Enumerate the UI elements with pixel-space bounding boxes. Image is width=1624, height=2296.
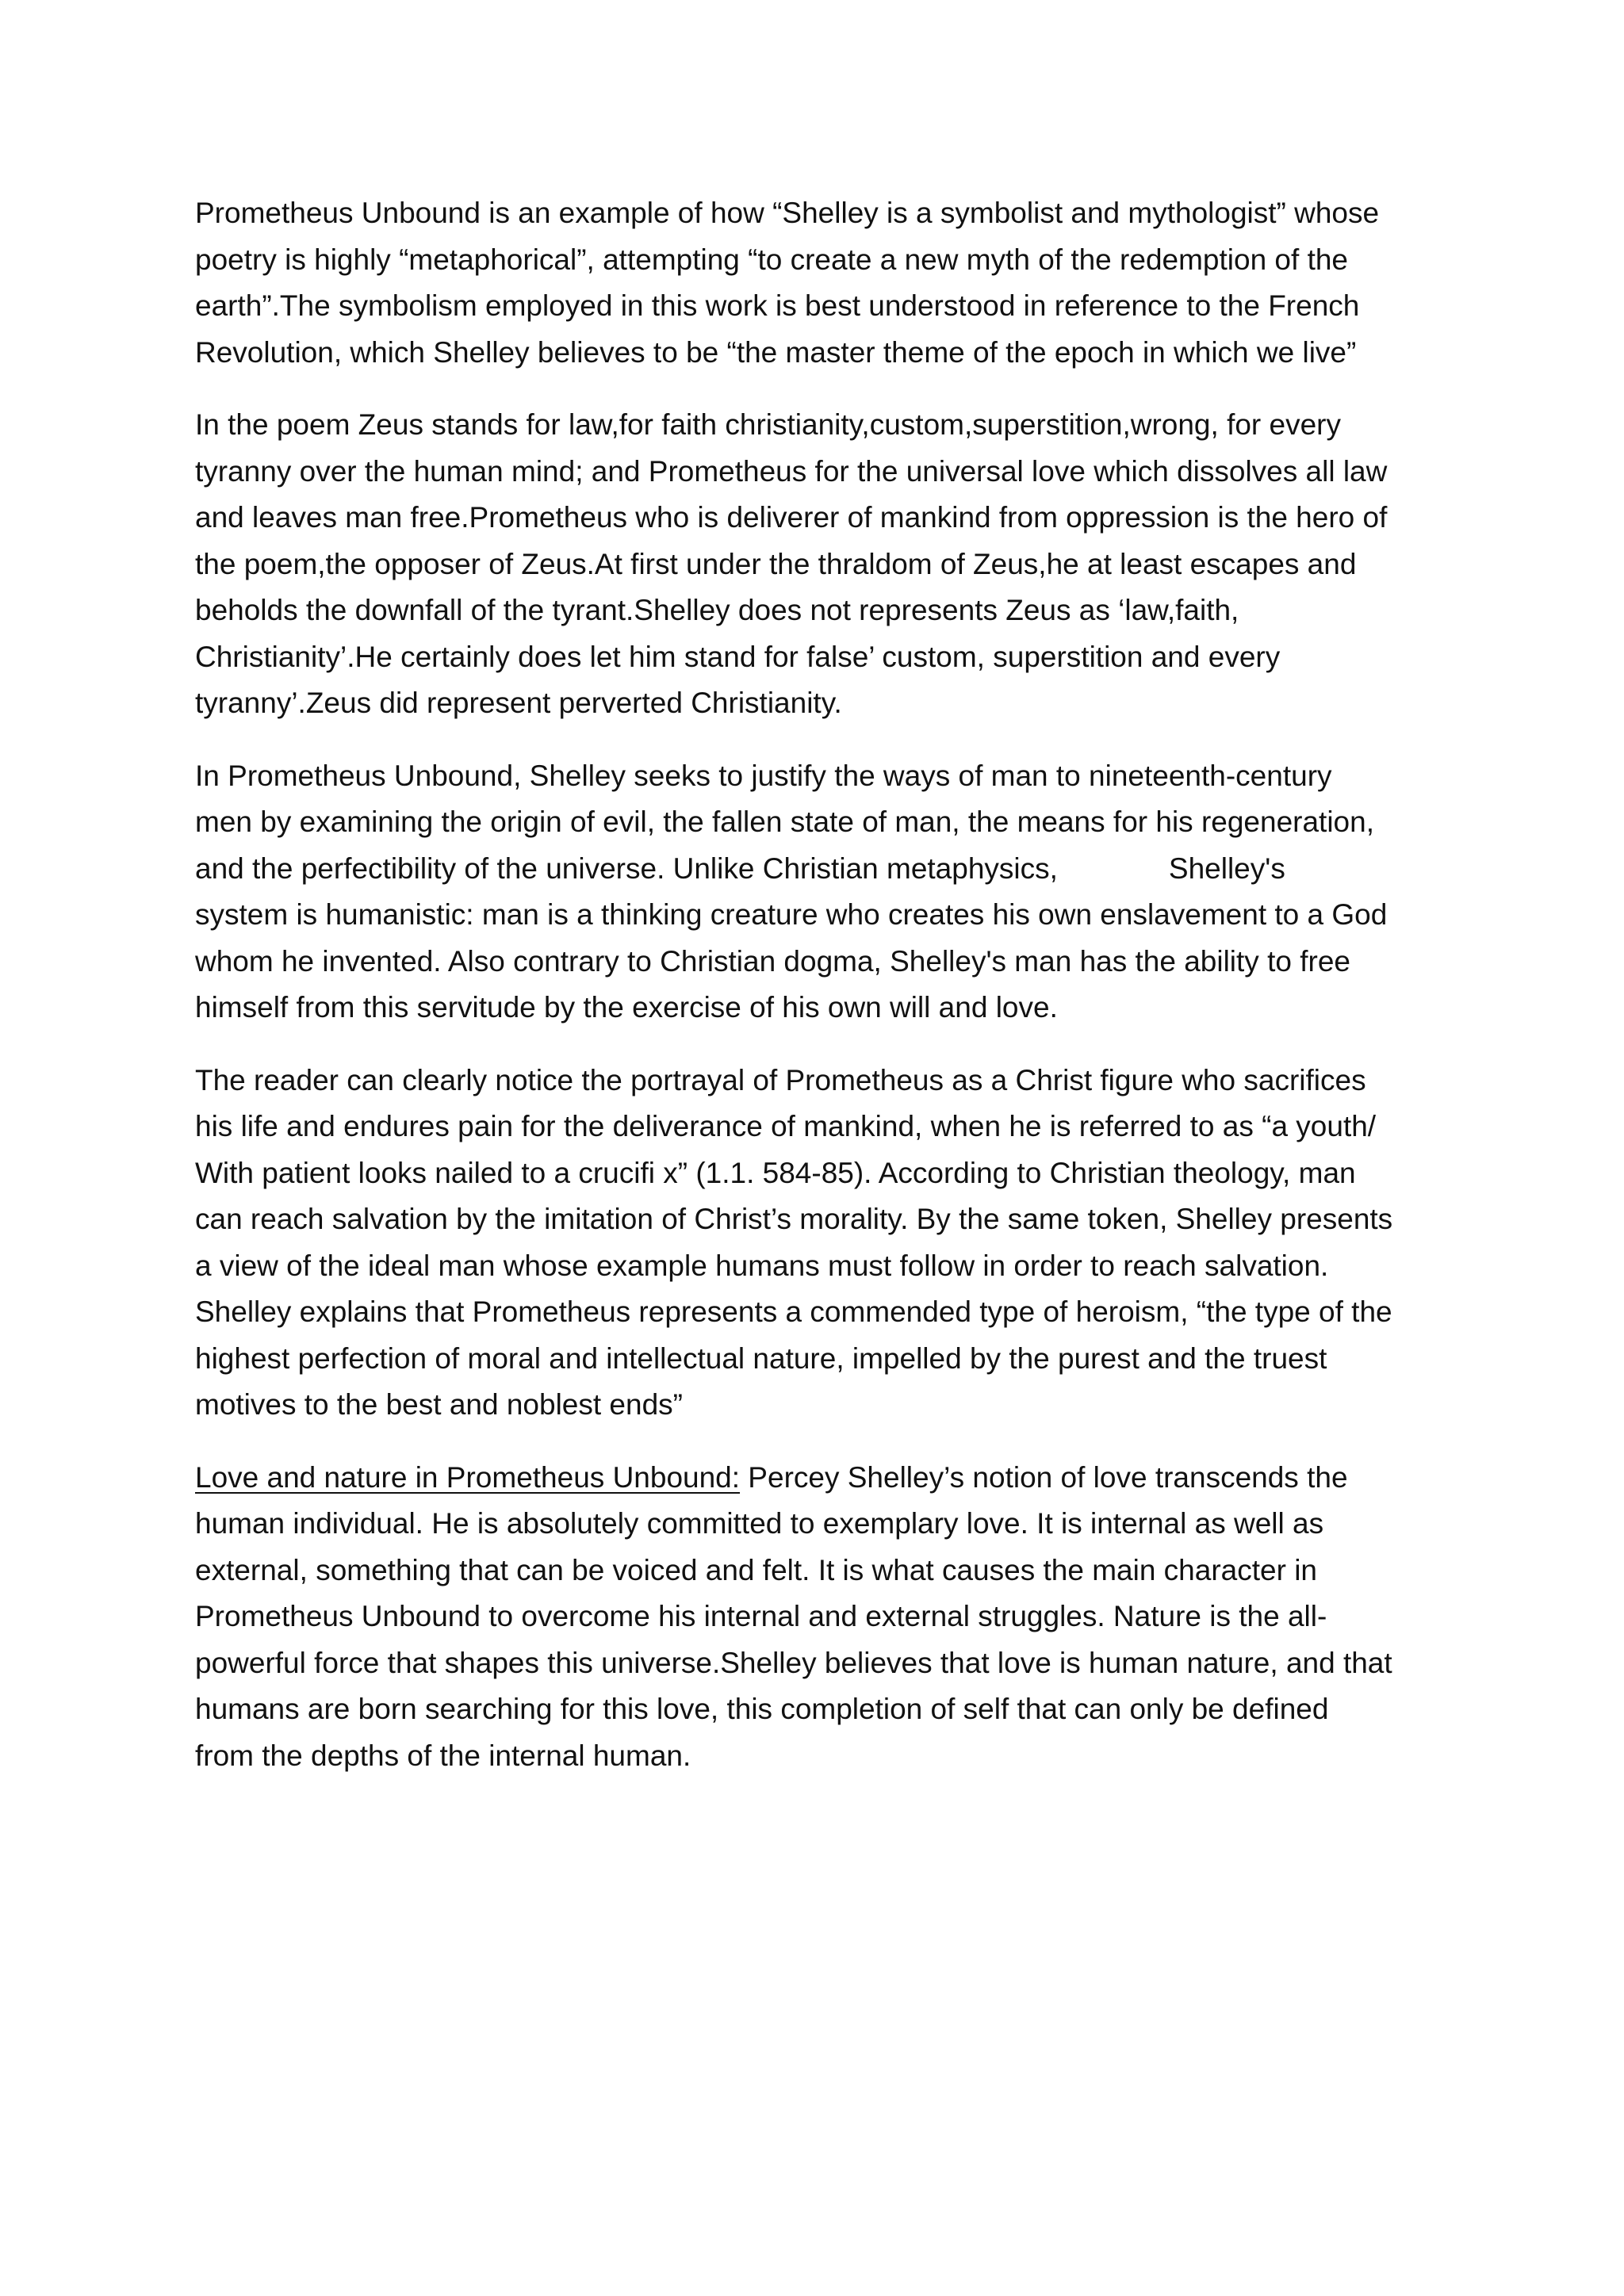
- text-line: beholds the downfall of the tyrant.Shelley does not represents Zeus as ‘law,faith,: [195, 594, 1239, 626]
- text-segment: and the perfectibility of the universe. Unlike Christian metaphysics,: [195, 851, 1058, 885]
- document-body: [195, 190, 1448, 1805]
- text-segment: Percey Shelley’s notion of love transcends the: [740, 1460, 1348, 1494]
- text-line: earth”.The symbolism employed in this work is best understood in reference to the French: [195, 289, 1360, 322]
- text-line: motives to the best and noblest ends”: [195, 1388, 683, 1421]
- text-line-with-heading: [195, 1455, 1448, 1502]
- text-line: In the poem Zeus stands for law,for faith christianity,custom,superstition,wrong, for every: [195, 408, 1342, 441]
- text-line: external, something that can be voiced and felt. It is what causes the main character in: [195, 1553, 1317, 1586]
- text-line: a view of the ideal man whose example humans must follow in order to reach salvation.: [195, 1249, 1329, 1282]
- paragraph-2: [195, 402, 1448, 727]
- text-line: Revolution, which Shelley believes to be “the master theme of the epoch in which we live”: [195, 335, 1357, 369]
- text-line: human individual. He is absolutely committed to exemplary love. It is internal as well as: [195, 1507, 1324, 1540]
- text-line: his life and endures pain for the deliverance of mankind, when he is referred to as “a youth/: [195, 1110, 1377, 1142]
- text-line: from the depths of the internal human.: [195, 1739, 691, 1772]
- text-line: Prometheus Unbound is an example of how “Shelley is a symbolist and mythologist” whose: [195, 197, 1380, 229]
- text-line: The reader can clearly notice the portrayal of Prometheus as a Christ figure who sacrifices: [195, 1063, 1366, 1096]
- text-line: the poem,the opposer of Zeus.At first under the thraldom of Zeus,he at least escapes and: [195, 547, 1357, 580]
- text-line: With patient looks nailed to a crucifi x” (1.1. 584-85). According to Christian theology, man: [195, 1156, 1356, 1189]
- text-line: tyranny’.Zeus did represent perverted Christianity.: [195, 687, 842, 719]
- text-line: and leaves man free.Prometheus who is deliverer of mankind from oppression is the hero of: [195, 501, 1388, 534]
- text-line: powerful force that shapes this universe.Shelley believes that love is human nature, and that: [195, 1646, 1392, 1679]
- text-line: humans are born searching for this love, this completion of self that can only be defined: [195, 1693, 1329, 1725]
- paragraph-1: [195, 190, 1448, 376]
- text-line: tyranny over the human mind; and Prometheus for the universal love which dissolves all law: [195, 454, 1388, 488]
- text-line: Prometheus Unbound to overcome his internal and external struggles. Nature is the all-: [195, 1600, 1327, 1632]
- text-line: system is humanistic: man is a thinking creature who creates his own enslavement to a God: [195, 898, 1388, 931]
- text-line: Shelley explains that Prometheus represents a commended type of heroism, “the type of the: [195, 1295, 1392, 1328]
- paragraph-5: [195, 1455, 1448, 1780]
- text-line: himself from this servitude by the exercise of his own will and love.: [195, 991, 1058, 1024]
- paragraph-3: [195, 753, 1448, 1031]
- paragraph-4: [195, 1058, 1448, 1429]
- text-line: poetry is highly “metaphorical”, attempting “to create a new myth of the redemption of the: [195, 243, 1349, 276]
- section-heading: Love and nature in Prometheus Unbound:: [195, 1460, 741, 1494]
- text-line: In Prometheus Unbound, Shelley seeks to justify the ways of man to nineteenth-century: [195, 759, 1332, 792]
- text-line: men by examining the origin of evil, the fallen state of man, the means for his regeneration,: [195, 806, 1374, 838]
- text-line-with-gap: [195, 846, 1448, 893]
- text-line: Christianity’.He certainly does let him stand for false’ custom, superstition and every: [195, 640, 1281, 673]
- text-segment: Shelley's: [1168, 851, 1285, 885]
- text-line: highest perfection of moral and intellectual nature, impelled by the purest and the truest: [195, 1341, 1327, 1375]
- text-line: can reach salvation by the imitation of Christ’s morality. By the same token, Shelley presents: [195, 1203, 1393, 1235]
- text-line: whom he invented. Also contrary to Christian dogma, Shelley's man has the ability to free: [195, 944, 1350, 978]
